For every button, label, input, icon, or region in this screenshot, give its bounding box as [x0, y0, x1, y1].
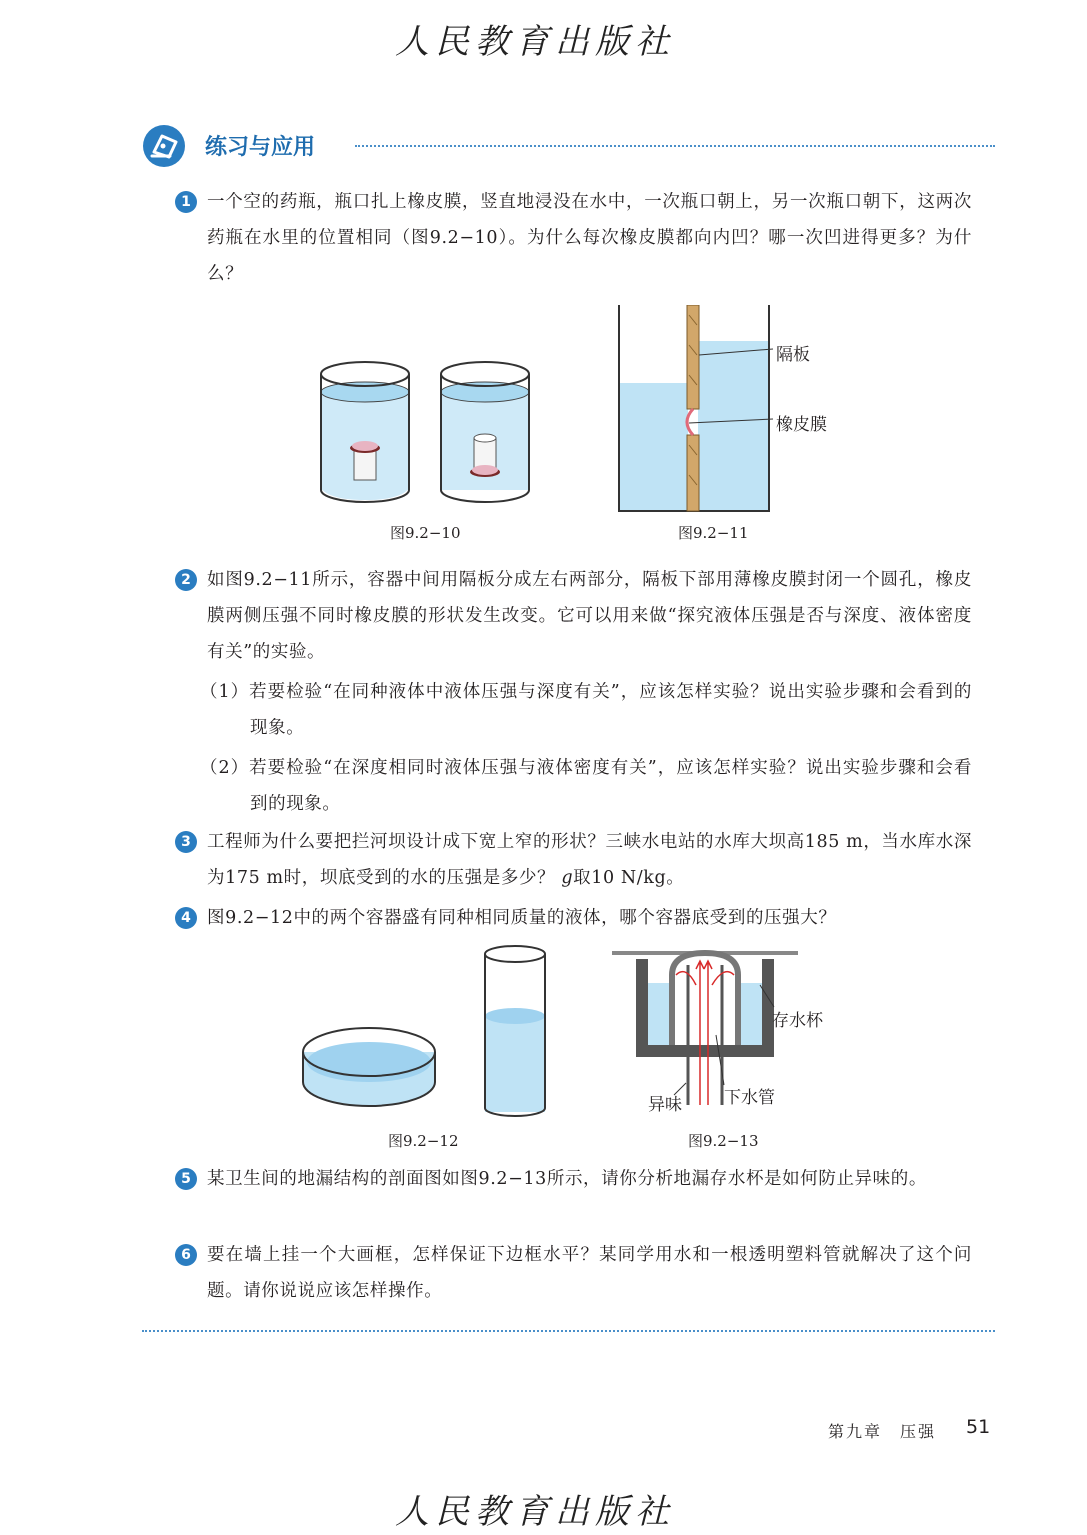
question-2-text: 如图9.2−11所示，容器中间用隔板分成左右两部分，隔板下部用薄橡皮膜封闭一个圆孔，橡皮膜两侧压强不同时橡皮膜的形状发生改变。它可以用来做“探究液体压强是否与深度、液体密度有关”的实验。: [207, 570, 972, 662]
question-number-5: 5: [175, 1168, 197, 1190]
label-drain-pipe: 下水管: [724, 1088, 775, 1108]
figure-9-2-11-caption: 图9.2−11: [678, 524, 749, 542]
label-partition: 隔板: [776, 345, 810, 365]
label-membrane: 橡皮膜: [776, 415, 827, 435]
question-2-sub-1: （1）若要检验“在同种液体中液体压强与深度有关”，应该怎样实验？说出实验步骤和会看到的现象。: [200, 682, 972, 738]
tall-cylinder: [485, 946, 545, 1116]
water-cup: [642, 959, 768, 1051]
exercise-icon: [142, 124, 186, 168]
label-water-cup: 存水杯: [772, 1011, 823, 1031]
figure-9-2-12: [295, 940, 555, 1120]
figure-9-2-10-caption: 图9.2−10: [390, 524, 461, 542]
page-number: 51: [966, 1416, 991, 1438]
bottom-divider: [142, 1330, 995, 1332]
question-number-2: 2: [175, 569, 197, 591]
publisher-logo-top: 人民教育出版社: [395, 22, 675, 62]
section-divider: [355, 145, 995, 147]
publisher-logo-bottom: 人民教育出版社: [395, 1492, 675, 1532]
question-6-text: 要在墙上挂一个大画框，怎样保证下边框水平？某同学用水和一根透明塑料管就解决了这个问题。请你说说应该怎样操作。: [207, 1245, 972, 1301]
question-number-6: 6: [175, 1244, 197, 1266]
question-number-1: 1: [175, 191, 197, 213]
gravity-symbol: g: [561, 868, 574, 888]
question-number-4: 4: [175, 907, 197, 929]
label-odor: 异味: [648, 1095, 682, 1115]
question-4-text: 图9.2−12中的两个容器盛有同种相同质量的液体，哪个容器底受到的压强大？: [207, 908, 837, 928]
partition-board: [687, 305, 699, 511]
figure-9-2-13-caption: 图9.2−13: [688, 1132, 759, 1150]
question-1-text: 一个空的药瓶，瓶口扎上橡皮膜，竖直地浸没在水中，一次瓶口朝上，另一次瓶口朝下，这两次药瓶在水里的位置相同（图9.2−10）。为什么每次橡皮膜都向内凹？哪一次凹进得更多？为什么？: [207, 192, 972, 284]
chapter-footer: 第九章 压强: [828, 1422, 937, 1441]
section-title: 练习与应用: [205, 135, 316, 160]
question-3-text-b: 取10 N/kg。: [573, 868, 685, 888]
wide-dish: [303, 1028, 435, 1106]
question-number-3: 3: [175, 831, 197, 853]
question-3-text-a: 工程师为什么要把拦河坝设计成下宽上窄的形状？三峡水电站的水库大坝高185 m，当水库水深为175 m时，坝底受到的水的压强是多少？: [207, 832, 972, 888]
beaker-mouth-down: [441, 362, 529, 502]
figure-9-2-10: [315, 360, 535, 510]
question-5-text: 某卫生间的地漏结构的剖面图如图9.2−13所示，请你分析地漏存水杯是如何防止异味的。: [207, 1169, 927, 1189]
question-2-sub-2: （2）若要检验“在深度相同时液体压强与液体密度有关”，应该怎样实验？说出实验步骤和会看到的现象。: [200, 758, 972, 814]
question-3-text: [207, 824, 972, 896]
figure-9-2-11: [615, 305, 775, 513]
figure-9-2-12-caption: 图9.2−12: [388, 1132, 459, 1150]
beaker-mouth-up: [321, 362, 409, 502]
